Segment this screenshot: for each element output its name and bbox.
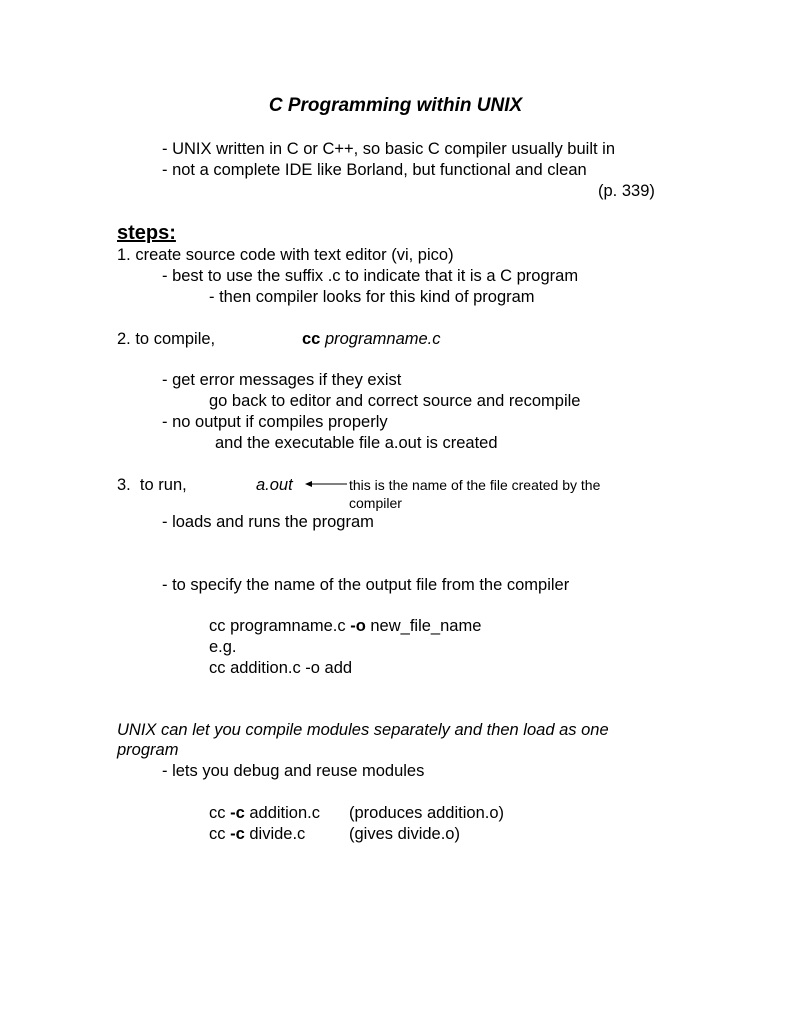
step-1-sub-1: - best to use the suffix .c to indicate that it is a C program [162,267,579,285]
left-arrow-icon [305,478,347,490]
step-3-sub-1: - loads and runs the program [162,513,374,531]
output-cmd-post: new_file_name [365,617,482,635]
steps-heading: steps: [117,222,176,244]
intro-line-2: - not a complete IDE like Borland, but functional and clean [162,161,587,179]
compile-command-arg: programname.c [324,330,441,348]
modules-example-2 [209,824,305,844]
step-2-command [302,329,441,349]
step-3-command: a.out [256,476,293,494]
step-2-ok-line: - no output if compiles properly [162,413,388,431]
step-2-label: 2. to compile, [117,330,216,348]
output-name-eg: e.g. [209,638,237,656]
output-cmd-pre: cc programname.c [209,617,351,635]
compile-command-name: cc [302,330,321,348]
output-cmd-flag: -o [350,617,366,635]
step-1-text: 1. create source code with text editor (vi, pico) [117,246,454,264]
ex2-pre: cc [209,825,231,843]
step-3-note-line-2: compiler [349,495,402,511]
ex1-flag: -c [230,804,245,822]
ex2-post: divide.c [244,825,306,843]
output-name-line: - to specify the name of the output file from the compiler [162,576,570,594]
step-3-note-line-1: this is the name of the file created by the [349,477,601,493]
modules-line-2: program [117,741,179,759]
ex1-post: addition.c [244,804,320,822]
step-3-label: 3. to run, [117,476,187,494]
step-2-ok-detail: and the executable file a.out is created [215,434,498,452]
ex1-pre: cc [209,804,231,822]
page-reference: (p. 339) [598,182,655,200]
output-name-example: cc addition.c -o add [209,659,353,677]
modules-example-1-note: (produces addition.o) [349,804,505,822]
page-title: C Programming within UNIX [268,95,523,116]
modules-sub-1: - lets you debug and reuse modules [162,762,425,780]
modules-line-1: UNIX can let you compile modules separately and then load as one [117,721,609,739]
output-name-command [209,616,481,636]
step-1-sub-2: - then compiler looks for this kind of program [209,288,535,306]
intro-line-1: - UNIX written in C or C++, so basic C compiler usually built in [162,140,615,158]
step-2-error-line: - get error messages if they exist [162,371,402,389]
ex2-flag: -c [230,825,245,843]
modules-example-2-note: (gives divide.o) [349,825,460,843]
step-2-error-detail: go back to editor and correct source and recompile [209,392,581,410]
modules-example-1 [209,803,320,823]
